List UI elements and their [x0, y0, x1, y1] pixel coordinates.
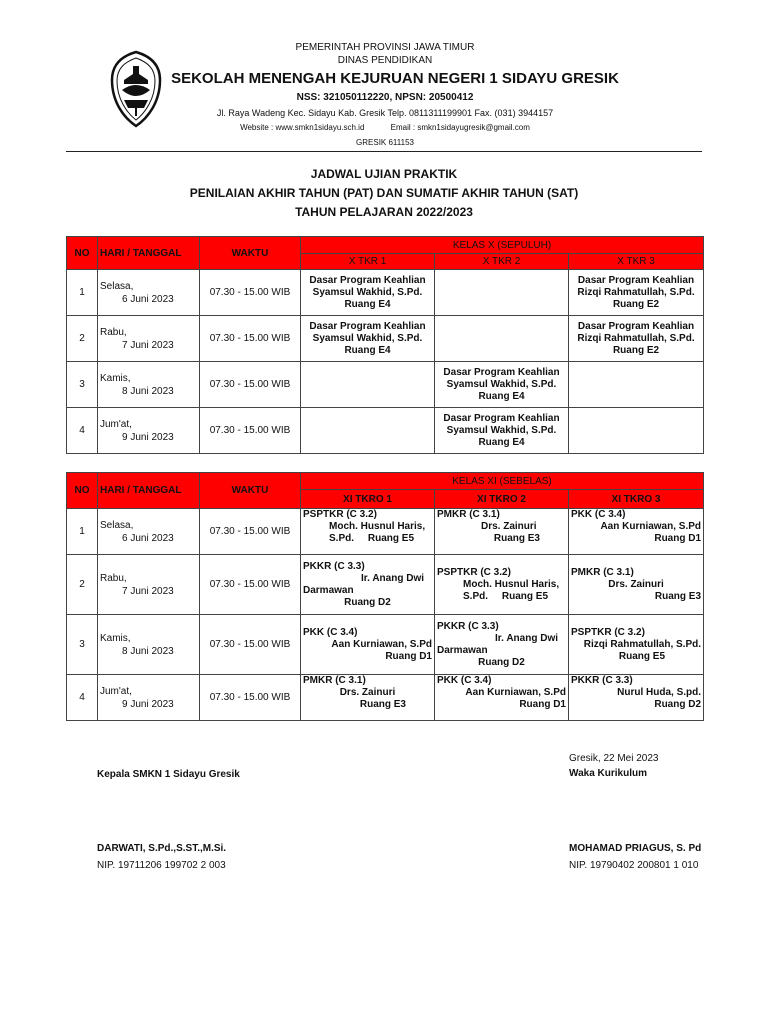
left-signer-role: Kepala SMKN 1 Sidayu Gresik — [97, 769, 240, 780]
cell-class-3 — [569, 675, 704, 721]
cell-class-3 — [569, 615, 704, 675]
school-contact — [150, 123, 620, 132]
teacher: Rizqi Rahmatullah, S.Pd. — [577, 332, 695, 344]
row-day — [98, 362, 200, 408]
day-name: Jum'at, — [100, 685, 132, 697]
day-name: Rabu, — [100, 326, 127, 338]
row-time: 07.30 - 15.00 WIB — [200, 509, 301, 555]
cell-class-2 — [435, 675, 569, 721]
subject: PMKR (C 3.1) — [571, 566, 634, 578]
header-class-1: X TKR 1 — [301, 254, 435, 270]
teacher: Drs. Zainuri — [339, 687, 396, 698]
document-title: JADWAL UJIAN PRAKTIK — [310, 167, 458, 181]
subject: Dasar Program Keahlian — [577, 320, 695, 332]
cell-class-1 — [301, 555, 435, 615]
row-day — [98, 270, 200, 316]
room: Ruang E3 — [654, 590, 702, 602]
room: Ruang D2 — [344, 596, 391, 608]
room: Ruang D2 — [654, 699, 702, 710]
row-time: 07.30 - 15.00 WIB — [200, 555, 301, 615]
teacher: Drs. Zainuri — [608, 578, 664, 590]
day-name: Selasa, — [100, 519, 134, 531]
row-no: 4 — [67, 408, 98, 454]
cell-class-3 — [569, 555, 704, 615]
right-signer-nip: NIP. 19790402 200801 1 010 — [569, 860, 699, 871]
room: Ruang E2 — [612, 344, 660, 356]
subject: Dasar Program Keahlian — [309, 274, 426, 286]
row-time: 07.30 - 15.00 WIB — [200, 316, 301, 362]
cell-class-3 — [569, 362, 704, 408]
row-day — [98, 408, 200, 454]
cell-class-1 — [301, 362, 435, 408]
row-day — [98, 675, 200, 721]
table-header-row — [67, 237, 704, 254]
subject: PSPTKR (C 3.2) — [437, 566, 511, 578]
row-no: 1 — [67, 509, 98, 555]
cell-class-2 — [435, 316, 569, 362]
teacher: Syamsul Wakhid, S.Pd. — [446, 424, 557, 436]
teacher: Syamsul Wakhid, S.Pd. — [312, 286, 423, 298]
teacher: Ir. Anang Dwi — [495, 632, 558, 644]
cell-class-2 — [435, 270, 569, 316]
teacher: Moch. Husnul Haris, — [463, 578, 560, 590]
room: Ruang E2 — [612, 298, 660, 310]
row-time: 07.30 - 15.00 WIB — [200, 270, 301, 316]
government-name: PEMERINTAH PROVINSI JAWA TIMUR — [295, 42, 475, 53]
table-row — [67, 675, 704, 721]
header-no: NO — [67, 473, 98, 509]
teacher: Aan Kurniawan, S.Pd — [331, 638, 432, 650]
table-row — [67, 509, 704, 555]
room: Ruang E4 — [478, 436, 525, 448]
room: Ruang E5 — [618, 650, 666, 662]
day-name: Kamis, — [100, 372, 131, 384]
row-no: 2 — [67, 555, 98, 615]
teacher: Moch. Husnul Haris, — [329, 521, 426, 532]
letterhead-divider — [66, 151, 702, 152]
row-time: 07.30 - 15.00 WIB — [200, 675, 301, 721]
day-date: 9 Juni 2023 — [122, 431, 174, 443]
room: Ruang D1 — [385, 650, 432, 662]
day-date: 6 Juni 2023 — [122, 532, 174, 544]
teacher: Aan Kurniawan, S.Pd — [465, 687, 566, 698]
header-class: KELAS XI (SEBELAS) — [301, 473, 704, 490]
school-city: GRESIK 611153 — [356, 138, 414, 147]
table-row — [67, 555, 704, 615]
row-no: 3 — [67, 615, 98, 675]
teacher: Rizqi Rahmatullah, S.Pd. — [577, 286, 695, 298]
cell-class-3 — [569, 509, 704, 555]
header-class-3: X TKR 3 — [569, 254, 704, 270]
row-day — [98, 615, 200, 675]
cell-class-3 — [569, 316, 704, 362]
left-signer-nip: NIP. 19711206 199702 2 003 — [97, 860, 226, 871]
table-header-row — [67, 473, 704, 490]
cell-class-1 — [301, 615, 435, 675]
subject: Dasar Program Keahlian — [309, 320, 426, 332]
cell-class-3 — [569, 270, 704, 316]
subject: Dasar Program Keahlian — [443, 412, 560, 424]
room: Ruang D2 — [478, 656, 525, 668]
room: Ruang D1 — [654, 533, 702, 544]
subject: PSPTKR (C 3.2) — [303, 509, 377, 520]
row-no: 1 — [67, 270, 98, 316]
teacher: Ir. Anang Dwi — [361, 572, 424, 584]
teacher: Syamsul Wakhid, S.Pd. — [446, 378, 557, 390]
cell-class-3 — [569, 408, 704, 454]
day-date: 8 Juni 2023 — [122, 645, 174, 657]
cell-class-2 — [435, 555, 569, 615]
row-no: 4 — [67, 675, 98, 721]
room: Ruang E3 — [359, 699, 406, 710]
subject: PKKR (C 3.3) — [571, 675, 633, 686]
header-time: WAKTU — [200, 237, 301, 270]
subject: PKKR (C 3.3) — [303, 560, 365, 572]
cell-class-2 — [435, 509, 569, 555]
cell-class-1 — [301, 408, 435, 454]
day-name: Selasa, — [100, 280, 134, 292]
row-no: 2 — [67, 316, 98, 362]
day-date: 7 Juni 2023 — [122, 585, 174, 597]
subject: PMKR (C 3.1) — [303, 675, 366, 686]
day-name: Rabu, — [100, 572, 127, 584]
teacher: Drs. Zainuri — [481, 521, 537, 532]
header-no: NO — [67, 237, 98, 270]
subject: PKK (C 3.4) — [571, 509, 626, 520]
subject: PSPTKR (C 3.2) — [571, 626, 645, 638]
row-time: 07.30 - 15.00 WIB — [200, 408, 301, 454]
day-date: 9 Juni 2023 — [122, 698, 174, 710]
row-day — [98, 555, 200, 615]
header-class: KELAS X (SEPULUH) — [301, 237, 704, 254]
department-name: DINAS PENDIDIKAN — [337, 55, 433, 66]
school-name: SEKOLAH MENENGAH KEJURUAN NEGERI 1 SIDAYU GRESIK — [171, 70, 619, 87]
table-row — [67, 408, 704, 454]
document-subtitle: PENILAIAN AKHIR TAHUN (PAT) DAN SUMATIF AKHIR TAHUN (SAT) — [189, 186, 579, 200]
teacher-cont: Darmawan — [303, 584, 354, 596]
school-website: Website : www.smkn1sidayu.sch.id — [240, 123, 365, 132]
subject: Dasar Program Keahlian — [577, 274, 695, 286]
school-address: Jl. Raya Wadeng Kec. Sidayu Kab. Gresik Telp. 0811311199901 Fax. (031) 3944157 — [216, 108, 554, 118]
right-signer-role: Waka Kurikulum — [569, 768, 647, 779]
room: S.Pd. Ruang E5 — [463, 590, 549, 602]
row-time: 07.30 - 15.00 WIB — [200, 615, 301, 675]
table-row — [67, 615, 704, 675]
header-day: HARI / TANGGAL — [98, 237, 200, 270]
teacher: Aan Kurniawan, S.Pd — [600, 521, 702, 532]
header-time: WAKTU — [200, 473, 301, 509]
row-time: 07.30 - 15.00 WIB — [200, 362, 301, 408]
left-signer-name: DARWATI, S.Pd.,S.ST.,M.Si. — [97, 843, 227, 854]
room: S.Pd. Ruang E5 — [329, 533, 415, 544]
header-day: HARI / TANGGAL — [98, 473, 200, 509]
subject: PKKR (C 3.3) — [437, 620, 499, 632]
room: Ruang E4 — [344, 344, 391, 356]
schedule-table-class-xi — [66, 472, 704, 721]
right-signer-name: MOHAMAD PRIAGUS, S. Pd — [569, 843, 702, 854]
row-day — [98, 316, 200, 362]
row-day — [98, 509, 200, 555]
teacher: Rizqi Rahmatullah, S.Pd. — [583, 638, 702, 650]
day-date: 7 Juni 2023 — [122, 339, 174, 351]
subject: Dasar Program Keahlian — [443, 366, 560, 378]
cell-class-2 — [435, 615, 569, 675]
subject: PKK (C 3.4) — [303, 626, 358, 638]
school-email: Email : smkn1sidayugresik@gmail.com — [390, 123, 530, 132]
room: Ruang E4 — [344, 298, 391, 310]
cell-class-1 — [301, 316, 435, 362]
header-class-2: XI TKRO 2 — [435, 490, 569, 509]
subject: PKK (C 3.4) — [437, 675, 492, 686]
room: Ruang E3 — [493, 533, 540, 544]
table-row — [67, 362, 704, 408]
day-date: 8 Juni 2023 — [122, 385, 174, 397]
teacher-cont: Darmawan — [437, 644, 488, 656]
day-date: 6 Juni 2023 — [122, 293, 174, 305]
cell-class-1 — [301, 675, 435, 721]
row-no: 3 — [67, 362, 98, 408]
table-row — [67, 316, 704, 362]
teacher: Nurul Huda, S.pd. — [617, 687, 702, 698]
school-nss: NSS: 321050112220, NPSN: 20500412 — [296, 92, 474, 103]
room: Ruang D1 — [519, 699, 566, 710]
schedule-table-class-x — [66, 236, 704, 454]
table-row — [67, 270, 704, 316]
cell-class-2 — [435, 408, 569, 454]
cell-class-1 — [301, 270, 435, 316]
day-name: Jum'at, — [100, 418, 132, 430]
cell-class-2 — [435, 362, 569, 408]
header-class-2: X TKR 2 — [435, 254, 569, 270]
header-class-3: XI TKRO 3 — [569, 490, 704, 509]
document-year: TAHUN PELAJARAN 2022/2023 — [295, 205, 473, 219]
header-class-1: XI TKRO 1 — [301, 490, 435, 509]
room: Ruang E4 — [478, 390, 525, 402]
cell-class-1 — [301, 509, 435, 555]
teacher: Syamsul Wakhid, S.Pd. — [312, 332, 423, 344]
subject: PMKR (C 3.1) — [437, 509, 500, 520]
day-name: Kamis, — [100, 632, 131, 644]
place-date: Gresik, 22 Mei 2023 — [569, 753, 659, 764]
